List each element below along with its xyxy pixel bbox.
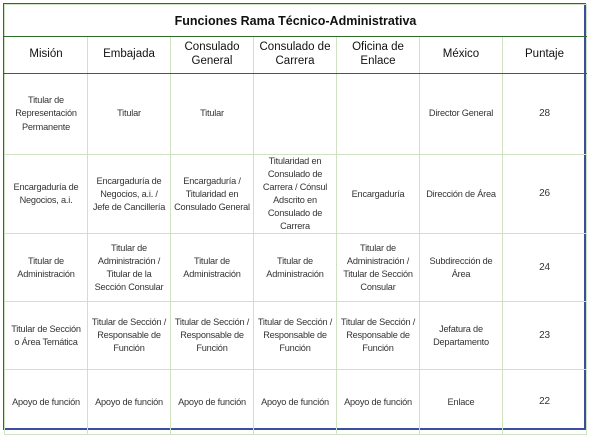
table-cell: Apoyo de función xyxy=(88,370,171,435)
table-cell xyxy=(337,74,420,155)
table-row xyxy=(5,74,587,155)
column-header-consulado-general: Consulado General xyxy=(171,37,254,74)
table-cell: Encargaduría de Negocios, a.i. / Jefe de Cancillería xyxy=(88,155,171,234)
score-cell: 23 xyxy=(503,302,587,370)
functions-table xyxy=(4,4,587,435)
table-cell: Enlace xyxy=(420,370,503,435)
table-cell: Apoyo de función xyxy=(254,370,337,435)
column-header-consulado-de-carrera: Consulado de Carrera xyxy=(254,37,337,74)
table-cell: Titular de Administración / Titular de Sección Consular xyxy=(337,234,420,302)
table-cell: Titular xyxy=(88,74,171,155)
table-cell: Subdirección de Área xyxy=(420,234,503,302)
table-cell: Apoyo de función xyxy=(337,370,420,435)
table-cell: Dirección de Área xyxy=(420,155,503,234)
table-cell: Apoyo de función xyxy=(171,370,254,435)
table-cell: Encargaduría de Negocios, a.i. xyxy=(5,155,88,234)
score-cell: 26 xyxy=(503,155,587,234)
column-header-oficina-de-enlace: Oficina de Enlace xyxy=(337,37,420,74)
table-cell: Titularidad en Consulado de Carrera / Cónsul Adscrito en Consulado de Carrera xyxy=(254,155,337,234)
table-cell: Titular de Sección / Responsable de Función xyxy=(254,302,337,370)
column-header-mision: Misión xyxy=(5,37,88,74)
table-title: Funciones Rama Técnico-Administrativa xyxy=(5,5,587,37)
table-cell: Titular de Sección / Responsable de Función xyxy=(88,302,171,370)
column-header-mexico: México xyxy=(420,37,503,74)
table-frame xyxy=(3,3,586,430)
table-row xyxy=(5,155,587,234)
column-header-embajada: Embajada xyxy=(88,37,171,74)
column-header-puntaje: Puntaje xyxy=(503,37,587,74)
table-cell: Titular de Sección o Área Temática xyxy=(5,302,88,370)
score-cell: 24 xyxy=(503,234,587,302)
table-cell: Encargaduría / Titularidad en Consulado General xyxy=(171,155,254,234)
table-row xyxy=(5,302,587,370)
table-cell: Titular de Administración / Titular de la Sección Consular xyxy=(88,234,171,302)
table-cell: Titular de Administración xyxy=(171,234,254,302)
score-cell: 28 xyxy=(503,74,587,155)
table-cell: Encargaduría xyxy=(337,155,420,234)
table-cell: Jefatura de Departamento xyxy=(420,302,503,370)
table-row xyxy=(5,234,587,302)
table-cell: Titular xyxy=(171,74,254,155)
table-cell: Titular de Representación Permanente xyxy=(5,74,88,155)
table-cell: Director General xyxy=(420,74,503,155)
table-cell xyxy=(254,74,337,155)
table-cell: Apoyo de función xyxy=(5,370,88,435)
table-cell: Titular de Sección / Responsable de Función xyxy=(171,302,254,370)
score-cell: 22 xyxy=(503,370,587,435)
table-row xyxy=(5,370,587,435)
table-cell: Titular de Sección / Responsable de Función xyxy=(337,302,420,370)
table-cell: Titular de Administración xyxy=(254,234,337,302)
table-cell: Titular de Administración xyxy=(5,234,88,302)
header-row xyxy=(5,37,587,74)
